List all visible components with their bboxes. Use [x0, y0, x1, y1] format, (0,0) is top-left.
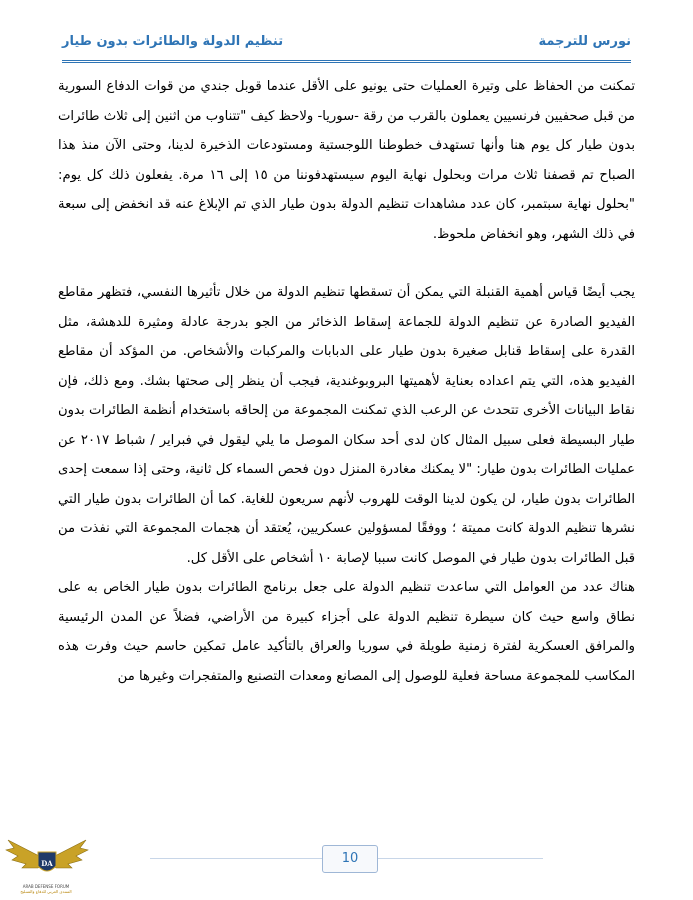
header-publisher-title: نورس للترجمة	[538, 34, 631, 49]
logo-monogram: DA	[41, 859, 53, 868]
header-divider	[62, 60, 631, 63]
logo-name: ARAB DEFENSE FORUM	[22, 884, 70, 889]
paragraph-1	[58, 72, 635, 249]
text-line: ١٦ مرة. يفعلون ذلك كل يوم: "بحلول نهاية سبتمبر، كان عدد مشاهدات تنظيم الدولة بدون طيار	[58, 167, 635, 212]
text-line: يجب أيضًا قياس أهمية القنبلة التي يمكن أن تسقطها تنظيم الدولة من خلال تأثيرها النفسي، فتظهر	[97, 285, 635, 300]
text-line: ما يلي ليقول في فبراير / شباط ٢٠١٧ عن عمليات الطائرات بدون طيار: "لا يمكنك مغادرة المنزل	[58, 432, 635, 477]
header-document-title: تنظيم الدولة والطائرات بدون طيار	[62, 34, 284, 49]
logo-caption	[6, 884, 86, 894]
text-line: الرئيسية والمرافق العسكرية لفترة زمنية طويلة في سوريا والعراق بالتأكيد عامل تمكين حاسم حيث وفرت	[58, 609, 635, 654]
text-line: إلحاقه باستخدام أنظمة الطائرات بدون طيار البسيطة فعلى سبيل المثال كان لدى أحد سكان الموصل	[58, 403, 635, 448]
paragraph-2	[58, 278, 635, 573]
text-line: للدهشة، مثل القدرة على إسقاط قنابل صغيرة بدون طيار على الدبابات والمركبات والأشخاص. من	[58, 314, 635, 359]
text-line: تمكنت من الحفاظ على وتيرة العمليات حتى يونيو على الأقل عندما قوبل جندي من قوات الدفاع	[106, 79, 635, 94]
text-line: لدينا، وحتى الآن منذ هذا الصباح تم قصفنا ثلاث مرات وبحلول نهاية اليوم سيستهدفوننا من ١٥ إلى	[58, 138, 635, 183]
page-header	[62, 28, 631, 64]
text-line: الموصل كانت سببا لإصابة ١٠ أشخاص على الأقل كل.	[186, 550, 476, 566]
paragraph-3	[58, 573, 635, 691]
text-line: إلى ثلاث طائرات بدون طيار كل يوم هنا وأنها تستهدف خطوطنا اللوجستية ومستودعات الذخيرة	[58, 108, 635, 153]
text-line: المؤكد أن مقاطع الفيديو هذه، التي يتم اعداده بعناية لأهميتها البروبوغندية، فيجب أن ينظر إلى	[58, 344, 635, 389]
logo-tagline: المنتدى العربي للدفاع والتسليح	[20, 889, 72, 894]
text-line: هذه المكاسب للمجموعة مساحة فعلية للوصول إلى المصانع ومعدات التصنيع والمتفجرات وغيرها من	[58, 639, 635, 684]
text-line: السورية من قبل صحفيين فرنسيين يعملون بالقرب من رقة -سوريا- ولاحظ كيف "تتناوب من اثنين	[58, 79, 635, 124]
text-line: الذي تم الإبلاغ عنه قد انخفض إلى سبعة في ذلك الشهر، وهو انخفاض ملحوظ.	[58, 197, 635, 242]
text-line: هناك عدد من العوامل التي ساعدت تنظيم الدولة على جعل برنامج الطائرات بدون طيار الخاص به	[86, 580, 635, 595]
text-line: دون فحص السماء كل ثانية، وحتى إذا سمعت إحدى الطائرات بدون طيار، لن يكون لدينا الوقت	[58, 462, 635, 507]
text-line: للهروب لأنهم سريعون للغاية. كما أن الطائرات بدون طيار التي نشرها تنظيم الدولة كانت مميتة ؛	[58, 491, 635, 536]
text-line: مقاطع الفيديو الصادرة عن تنظيم الدولة للجماعة إسقاط الذخائر من الجو بدرجة عادلة ومثيرة	[58, 285, 635, 330]
page-number: 10	[322, 845, 378, 873]
text-line: ووفقًا لمسؤولين عسكريين، يُعتقد أن هجمات المجموعة التي نفذت من قبل الطائرات بدون طيار في	[58, 521, 635, 566]
paragraph-spacer	[58, 249, 635, 278]
text-line: على نطاق واسع حيث كان سيطرة تنظيم الدولة على أجزاء كبيرة من الأراضي، فضلاً عن المدن	[58, 580, 635, 625]
text-line: صحتها بشك. ومع ذلك، فإن نقاط البيانات الأخرى تتحدث عن الرعب الذي تمكنت المجموعة من	[58, 373, 635, 418]
document-body	[58, 72, 635, 691]
